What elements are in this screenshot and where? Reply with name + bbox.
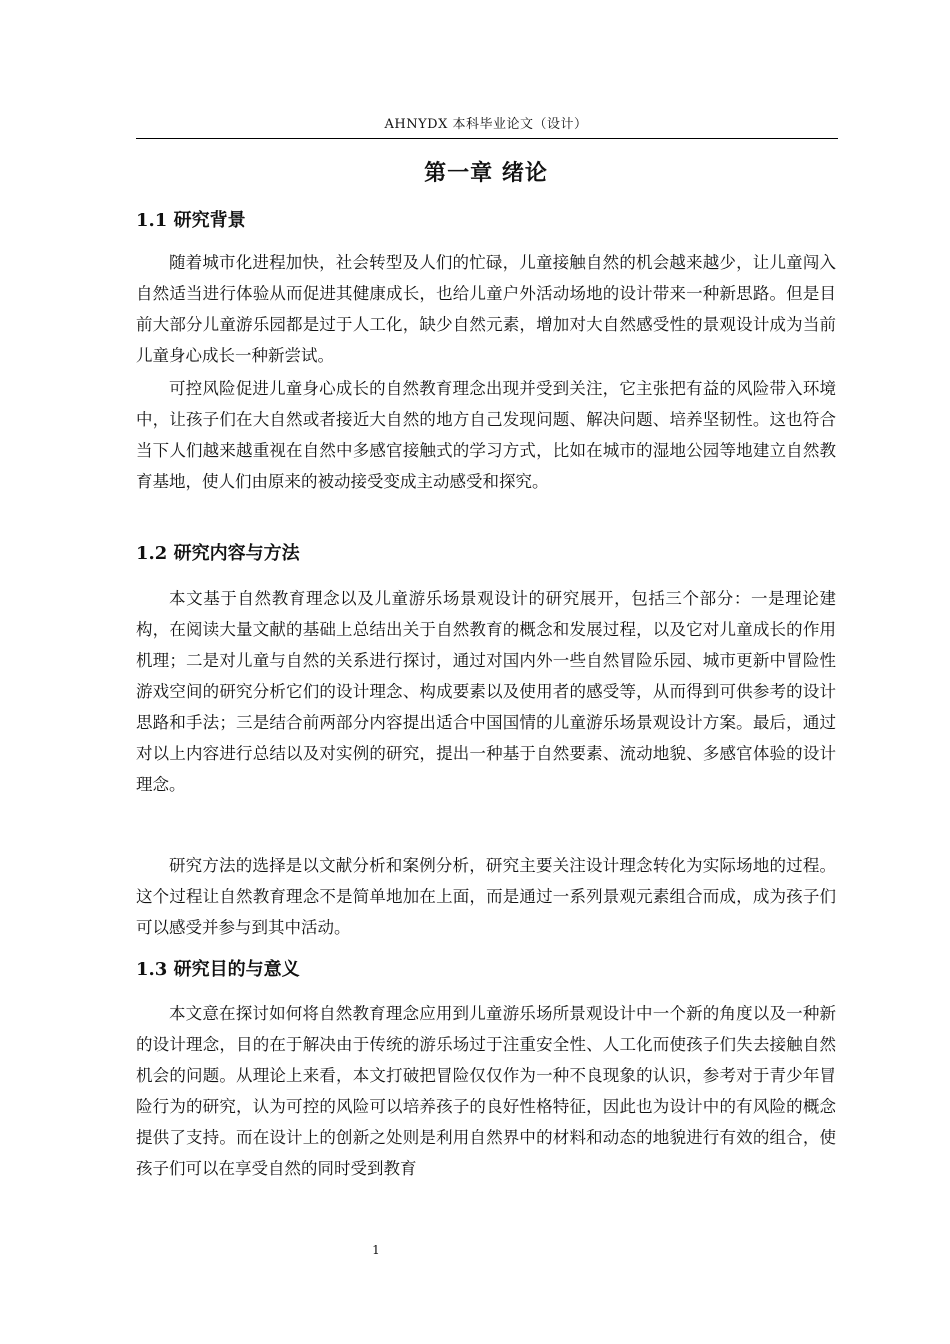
paragraph-1-2-a: 本文基于自然教育理念以及儿童游乐场景观设计的研究展开，包括三个部分：一是理论建构，在阅读大量文献的基础上总结出关于自然教育的概念和发展过程，以及它对儿童成长的作用机理；二是对儿童与自然的关系进行探讨，通过对国内外一些自然冒险乐园、城市更新中冒险性游戏空间的研究分析它们的设计理念、构成要素以及使用者的感受等，从而得到可供参考的设计思路和手法；三是结合前两部分内容提出适合中国国情的儿童游乐场景观设计方案。最后，通过对以上内容进行总结以及对实例的研究，提出一种基于自然要素、流动地貌、多感官体验的设计理念。 bbox=[136, 589, 836, 794]
section-heading-1-2: 1.2 研究内容与方法 bbox=[136, 543, 300, 564]
paragraph-1-3-a: 本文意在探讨如何将自然教育理念应用到儿童游乐场所景观设计中一个新的角度以及一种新的设计理念，目的在于解决由于传统的游乐场过于注重安全性、人工化而使孩子们失去接触自然机会的问题。从理论上来看，本文打破把冒险仅仅作为一种不良现象的认识，参考对于青少年冒险行为的研究，认为可控的风险可以培养孩子的良好性格特征，因此也为设计中的有风险的概念提供了支持。而在设计上的创新之处则是利用自然界中的材料和动态的地貌进行有效的组合，使孩子们可以在享受自然的同时受到教育 bbox=[136, 1004, 836, 1178]
header-rule bbox=[136, 138, 838, 139]
section-heading-1-3: 1.3 研究目的与意义 bbox=[136, 959, 300, 980]
paragraph-1-1-a: 随着城市化进程加快，社会转型及人们的忙碌，儿童接触自然的机会越来越少，让儿童闯入自然适当进行体验从而促进其健康成长，也给儿童户外活动场地的设计带来一种新思路。但是目前大部分儿童游乐园都是过于人工化，缺少自然元素，增加对大自然感受性的景观设计成为当前儿童身心成长一种新尝试。 bbox=[136, 253, 836, 365]
paragraph-1-1-b: 可控风险促进儿童身心成长的自然教育理念出现并受到关注，它主张把有益的风险带入环境中，让孩子们在大自然或者接近大自然的地方自己发现问题、解决问题、培养坚韧性。这也符合当下人们越来越重视在自然中多感官接触式的学习方式，比如在城市的湿地公园等地建立自然教育基地，使人们由原来的被动接受变成主动感受和探究。 bbox=[136, 379, 836, 491]
page-number: 1 bbox=[372, 1243, 380, 1257]
paragraph-1-2-b: 研究方法的选择是以文献分析和案例分析，研究主要关注设计理念转化为实际场地的过程。这个过程让自然教育理念不是简单地加在上面，而是通过一系列景观元素组合而成，成为孩子们可以感受并参与到其中活动。 bbox=[136, 856, 836, 937]
running-header: AHNYDX 本科毕业论文（设计） bbox=[384, 117, 588, 132]
section-heading-1-1: 1.1 研究背景 bbox=[136, 210, 246, 231]
chapter-title: 第一章 绪论 bbox=[424, 160, 548, 186]
